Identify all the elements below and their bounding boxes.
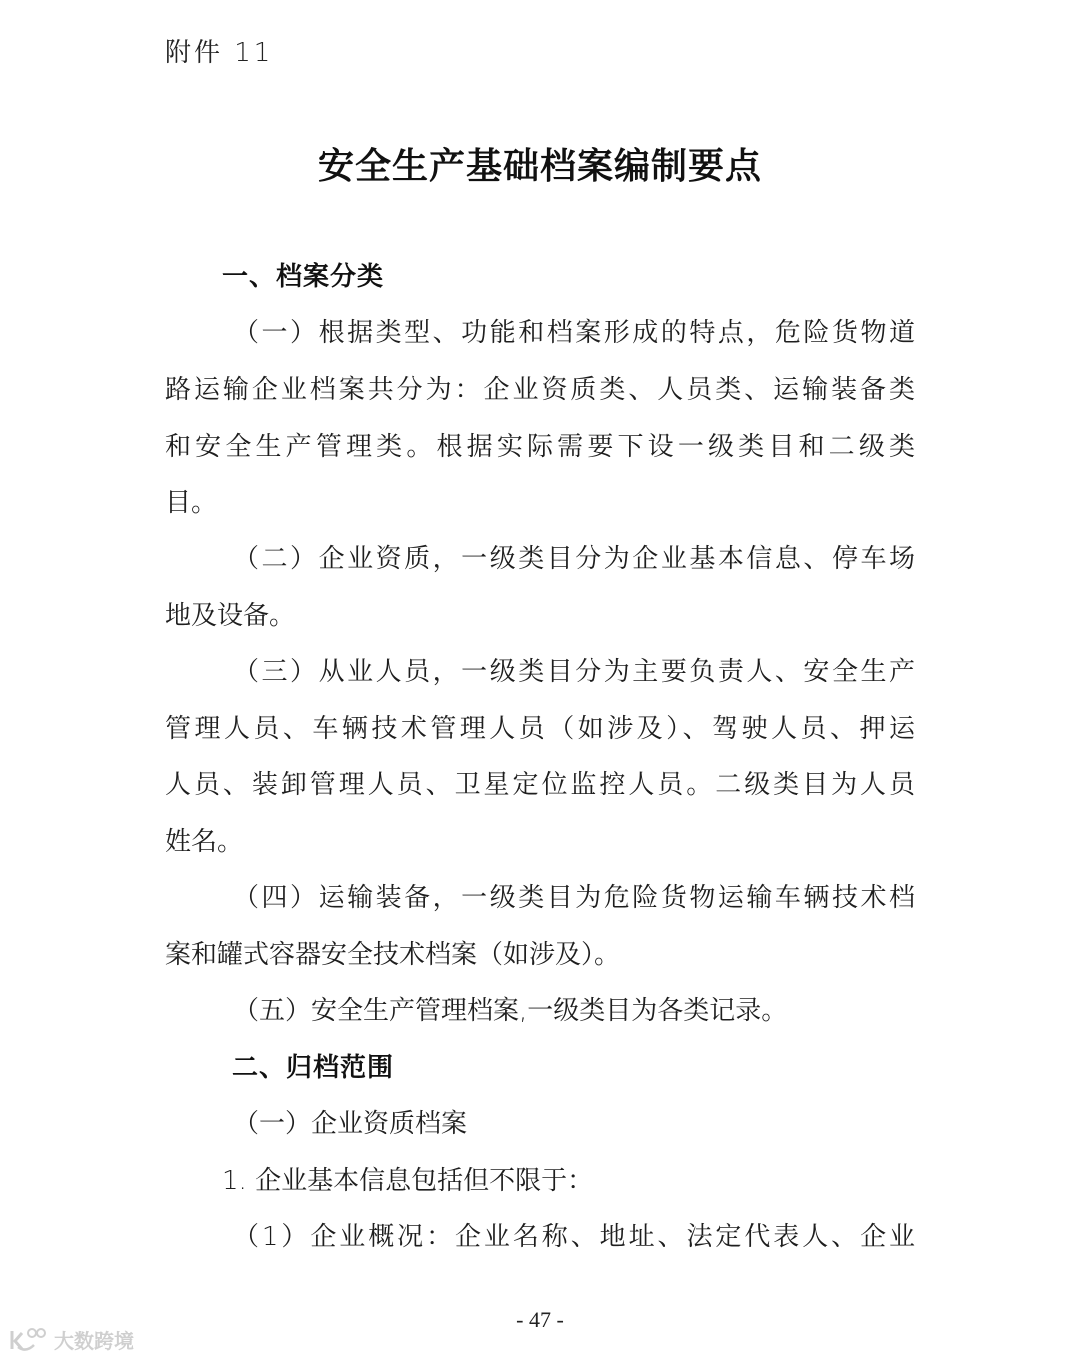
attachment-label: 附件 11 xyxy=(165,38,274,68)
paragraph-line: （四）运输装备，一级类目为危险货物运输车辆技术档 xyxy=(233,883,915,913)
watermark xyxy=(8,1325,134,1354)
paragraph-line: 目。 xyxy=(165,488,218,518)
section-heading-classification: 一、档案分类 xyxy=(222,262,385,292)
paragraph-line: （三）从业人员，一级类目分为主要负责人、安全生产 xyxy=(233,657,915,687)
document-title: 安全生产基础档案编制要点 xyxy=(317,145,762,187)
paragraph-line: 路运输企业档案共分为：企业资质类、人员类、运输装备类 xyxy=(165,375,915,405)
paragraph-line: 地及设备。 xyxy=(165,601,296,631)
k100-logo-icon xyxy=(8,1327,48,1353)
paragraph-line: 案和罐式容器安全技术档案（如涉及）。 xyxy=(165,940,621,970)
subsection-heading: （一）企业资质档案 xyxy=(233,1109,468,1139)
paragraph-line: 和安全生产管理类。根据实际需要下设一级类目和二级类 xyxy=(165,432,915,462)
numbered-point: 1. 企业基本信息包括但不限于： xyxy=(222,1166,594,1196)
paragraph-line: 姓名。 xyxy=(165,827,244,857)
paragraph-line: 人员、装卸管理人员、卫星定位监控人员。二级类目为人员 xyxy=(165,770,915,800)
paragraph-line: 管理人员、车辆技术管理人员（如涉及）、驾驶人员、押运 xyxy=(165,714,915,744)
paragraph-line: （一）根据类型、功能和档案形成的特点，危险货物道 xyxy=(233,318,915,348)
watermark-text: 大数跨境 xyxy=(54,1329,134,1353)
numbered-subpoint: （1）企业概况：企业名称、地址、法定代表人、企业 xyxy=(233,1222,915,1252)
paragraph-line: （二）企业资质，一级类目分为企业基本信息、停车场 xyxy=(233,544,915,574)
page-number: - 47 - xyxy=(516,1307,564,1332)
section-heading-scope: 二、归档范围 xyxy=(232,1053,395,1083)
paragraph-line: （五）安全生产管理档案,一级类目为各类记录。 xyxy=(233,996,788,1026)
